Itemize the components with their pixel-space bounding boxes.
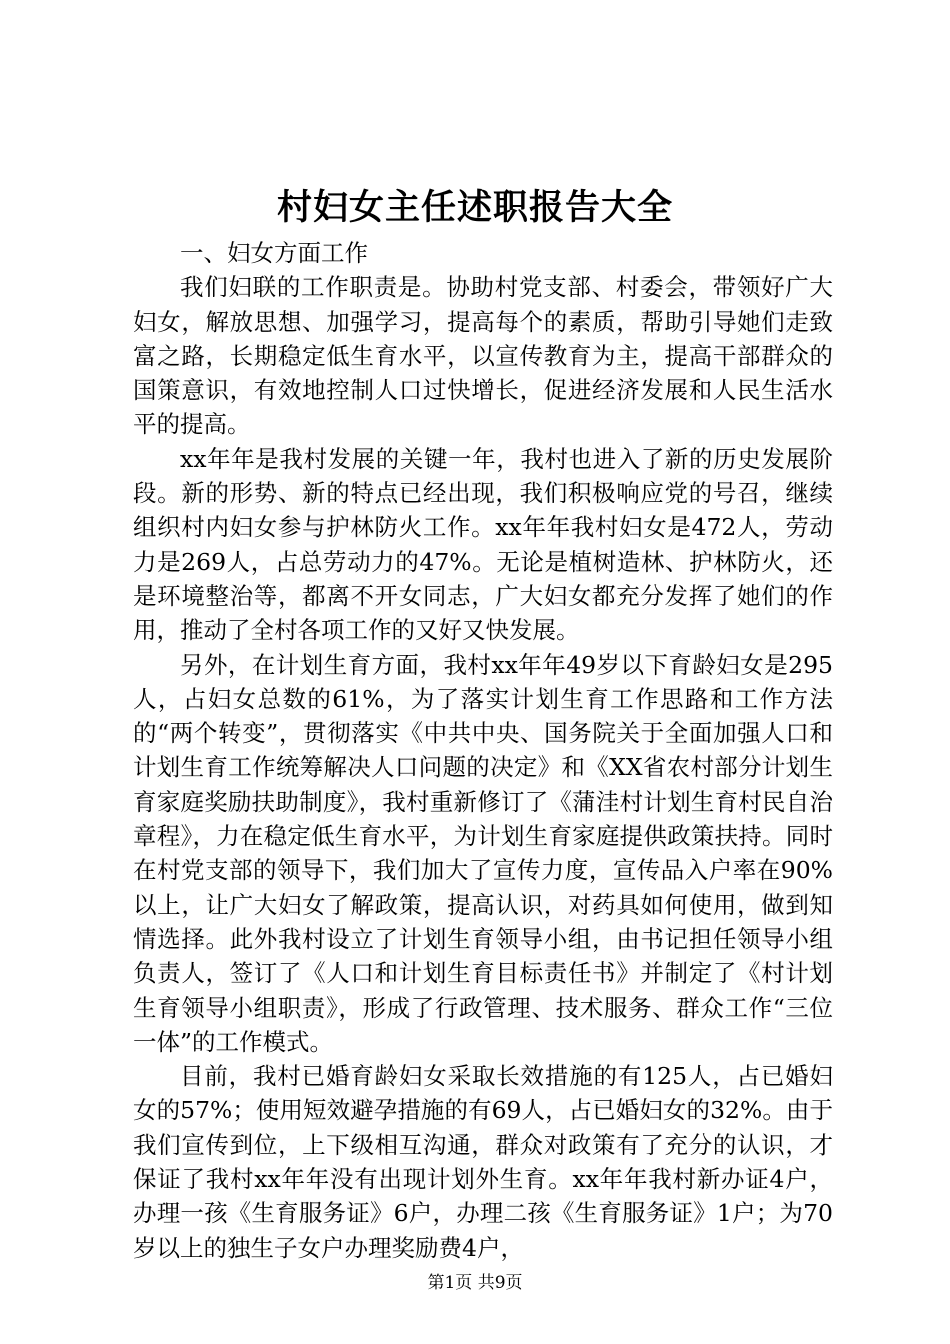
- document-title: 村妇女主任述职报告大全: [276, 187, 673, 228]
- paragraph: 另外，在计划生育方面，我村xx年年49岁以下育龄妇女是295人，占妇女总数的61%，为了落实计划生育工作思路和工作方法的“两个转变”，贯彻落实《中共中央、国务院关于全面加强人口和计划生育工作统筹解决人口问题的决定》和《XX省农村部分计划生育家庭奖励扶助制度》，我村重新修订了《蒲洼村计划生育村民自治章程》，力在稳定低生育水平，为计划生育家庭提供政策扶持。同时在村党支部的领导下，我们加大了宣传力度，宣传品入户率在90%以上，让广大妇女了解政策，提高认识，对药具如何使用，做到知情选择。此外我村设立了计划生育领导小组，由书记担任领导小组负责人，签订了《人口和计划生育目标责任书》并制定了《村计划生育领导小组职责》，形成了行政管理、技术服务、群众工作“三位一体”的工作模式。: [133, 650, 833, 1056]
- paragraph: 目前，我村已婚育龄妇女采取长效措施的有125人，占已婚妇女的57%；使用短效避孕措施的有69人，占已婚妇女的32%。由于我们宣传到位，上下级相互沟通，群众对政策有了充分的认识，才保证了我村xx年年没有出现计划外生育。xx年年我村新办证4户，办理一孩《生育服务证》6户，办理二孩《生育服务证》1户；为70岁以上的独生子女户办理奖励费4户，: [133, 1062, 833, 1262]
- paragraph: 我们妇联的工作职责是。协助村党支部、村委会，带领好广大妇女，解放思想、加强学习，提高每个的素质，帮助引导她们走致富之路，长期稳定低生育水平，以宣传教育为主，提高干部群众的国策意识，有效地控制人口过快增长，促进经济发展和人民生活水平的提高。: [133, 273, 833, 439]
- paragraph: xx年年是我村发展的关键一年，我村也进入了新的历史发展阶段。新的形势、新的特点已经出现，我们积极响应党的号召，继续组织村内妇女参与护林防火工作。xx年年我村妇女是472人，劳动力是269人，占总劳动力的47%。无论是植树造林、护林防火，还是环境整治等，都离不开女同志，广大妇女都充分发挥了她们的作用，推动了全村各项工作的又好又快发展。: [133, 444, 833, 645]
- section-heading: 一、妇女方面工作: [180, 239, 368, 267]
- document-body: [133, 236, 833, 1265]
- page-footer: 第1页 共9页: [427, 1273, 523, 1293]
